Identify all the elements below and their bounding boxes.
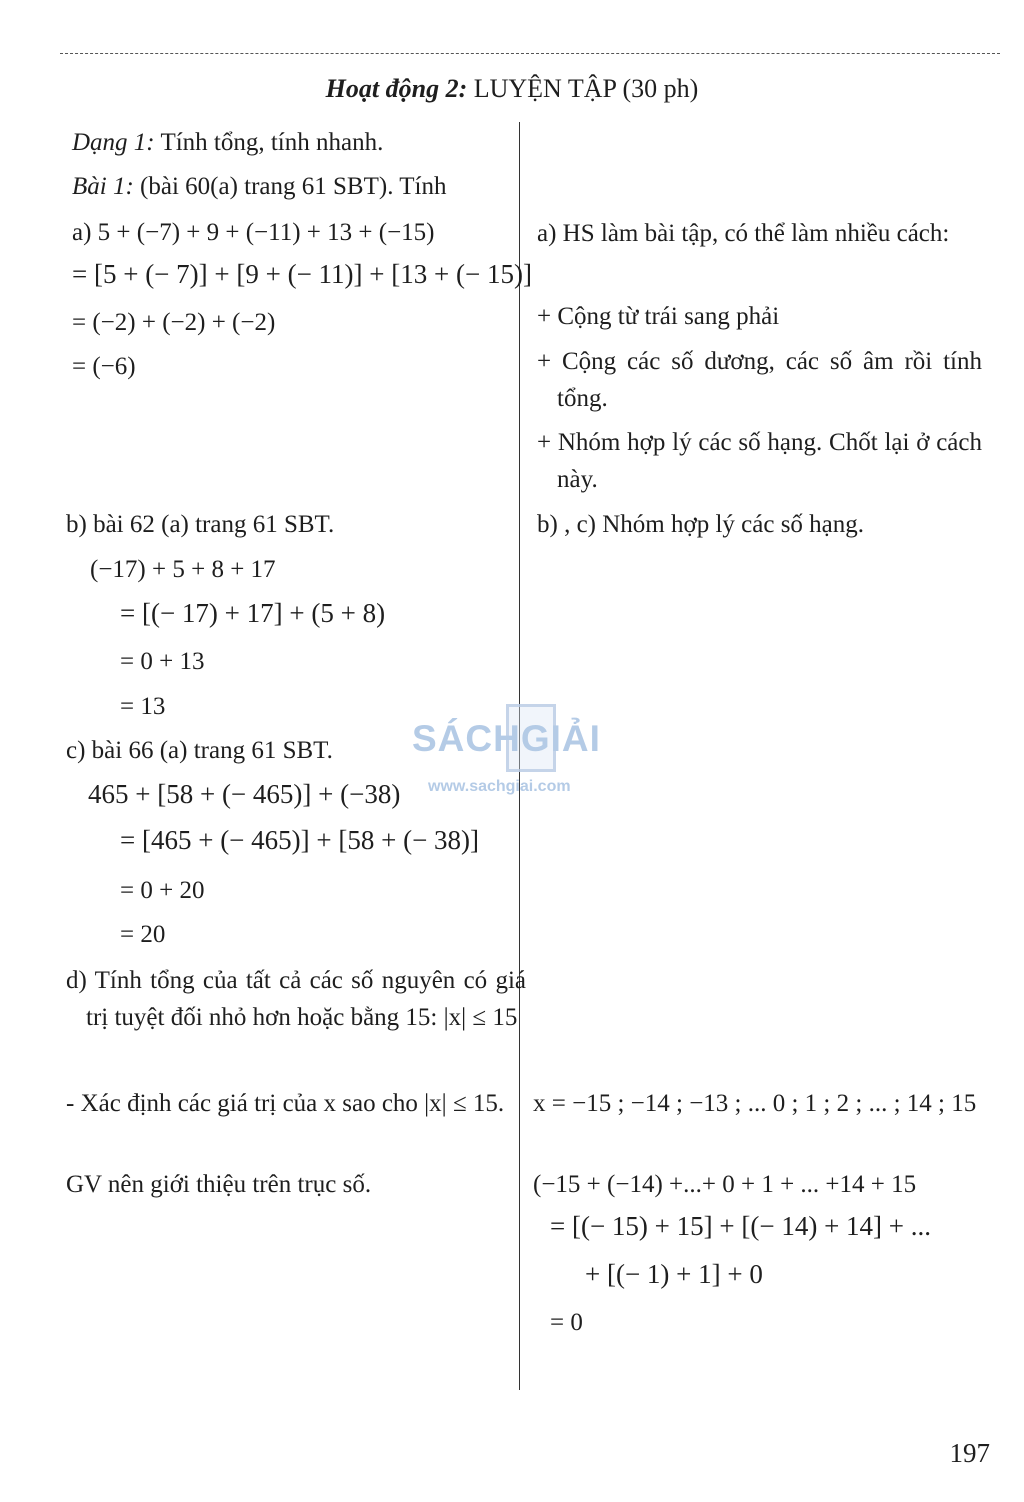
part-d-text: d) Tính tổng của tất cả các số nguyên có giá trị tuyệt đối nhỏ hơn hoặc bằng 15: |x| ≤ 15	[66, 967, 526, 1031]
part-b-line: = 0 + 13	[120, 648, 205, 675]
watermark-brand-box: G	[520, 718, 551, 759]
top-rule	[60, 53, 1000, 54]
dang-label: Dạng 1:	[72, 129, 155, 156]
dang-text: Tính tổng, tính nhanh.	[160, 129, 384, 156]
part-a-line: = [5 + (− 7)] + [9 + (− 11)] + [13 + (− 15)]	[72, 259, 532, 289]
dang-line	[72, 128, 383, 158]
x-values: x = −15 ; −14 ; −13 ; ... 0 ; 1 ; 2 ; ... ; 14 ; 15	[533, 1090, 977, 1117]
watermark-url: www.sachgiai.com	[428, 778, 571, 795]
activity-title: LUYỆN TẬP (30 ph)	[473, 74, 699, 103]
sum-line: + [(− 1) + 1] + 0	[585, 1259, 763, 1289]
part-c-line: = 20	[120, 921, 166, 948]
sum-line: = 0	[550, 1309, 583, 1336]
part-a-line: = (−2) + (−2) + (−2)	[72, 309, 276, 336]
part-b-line: = 13	[120, 693, 166, 720]
bai-line	[72, 172, 446, 202]
watermark	[412, 700, 618, 810]
part-b-line: = [(− 17) + 17] + (5 + 8)	[120, 598, 386, 628]
watermark-brand-left: SÁCH	[412, 718, 521, 759]
page-title	[0, 74, 1024, 104]
watermark-brand-right: IẢI	[550, 718, 601, 759]
part-b-line: b) bài 62 (a) trang 61 SBT.	[66, 511, 335, 538]
bai-label: Bài 1:	[72, 173, 134, 200]
right-a-text: a) HS làm bài tập, có thể làm nhiều cách:	[537, 220, 950, 247]
part-a-line: a) 5 + (−7) + 9 + (−11) + 13 + (−15)	[72, 219, 435, 246]
page-number: 197	[949, 1438, 990, 1468]
right-bc-text: b) , c) Nhóm hợp lý các số hạng.	[537, 511, 865, 538]
sum-line: (−15 + (−14) +...+ 0 + 1 + ... +14 + 15	[533, 1171, 917, 1198]
bai-text: (bài 60(a) trang 61 SBT). Tính	[140, 173, 447, 200]
bullet-item: + Cộng các số dương, các số âm rồi tính tổng.	[537, 348, 982, 412]
sum-line: = [(− 15) + 15] + [(− 14) + 14] + ...	[550, 1211, 932, 1241]
part-c-line: = 0 + 20	[120, 877, 205, 904]
part-d-subtext: - Xác định các giá trị của x sao cho |x| ≤ 15.	[66, 1090, 505, 1117]
teacher-note: GV nên giới thiệu trên trục số.	[66, 1171, 372, 1198]
part-c-line: 465 + [58 + (− 465)] + (−38)	[88, 779, 401, 809]
bullet-item: + Nhóm hợp lý các số hạng. Chốt lại ở cách này.	[537, 429, 982, 493]
part-a-line: = (−6)	[72, 353, 136, 380]
bullet-item: + Cộng từ trái sang phải	[537, 303, 780, 330]
activity-label: Hoạt động 2:	[325, 74, 468, 103]
watermark-brand	[412, 718, 601, 760]
part-b-line: (−17) + 5 + 8 + 17	[90, 556, 276, 583]
part-c-line: = [465 + (− 465)] + [58 + (− 38)]	[120, 825, 480, 855]
part-c-line: c) bài 66 (a) trang 61 SBT.	[66, 737, 333, 764]
